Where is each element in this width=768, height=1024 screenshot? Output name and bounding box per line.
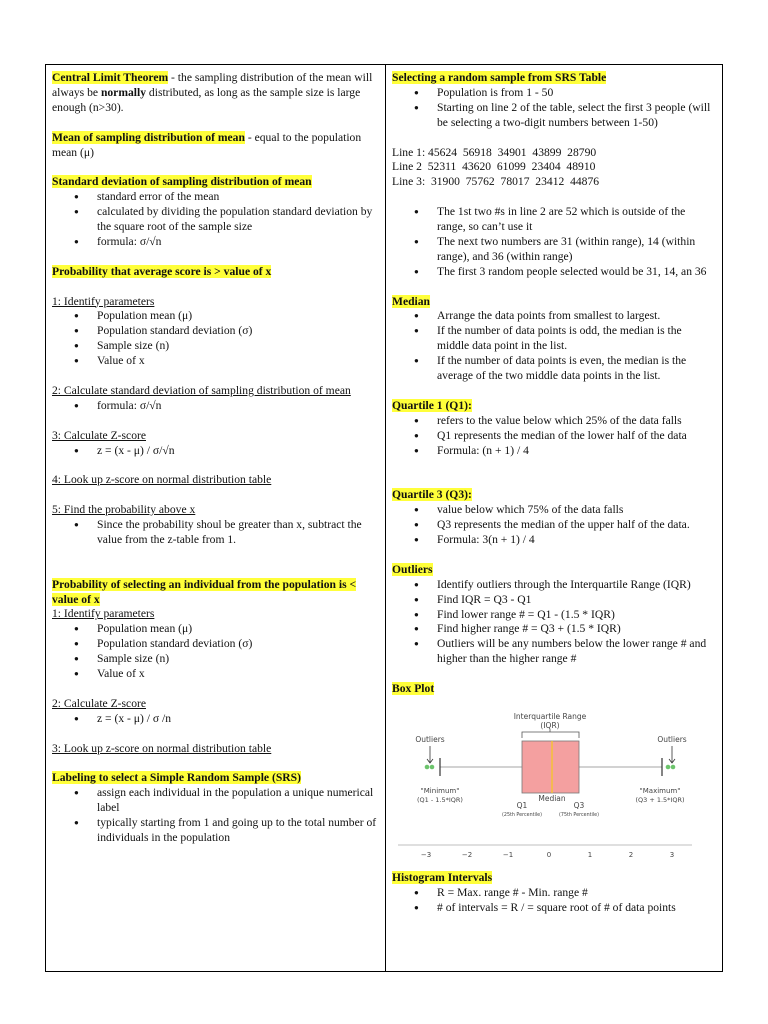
- list-item: ● Population mean (μ): [52, 622, 379, 637]
- left-column: [46, 65, 386, 971]
- srs-label-list: [52, 786, 379, 846]
- tick-label: −3: [420, 850, 432, 859]
- iqr-box: [522, 741, 579, 793]
- prob-ind-step2: 2: Calculate Z-score: [52, 696, 146, 710]
- list-item: ● Find higher range # = Q3 + (1.5 * IQR): [392, 622, 716, 637]
- x-axis-ticks: [421, 851, 674, 859]
- histogram-list: [392, 886, 716, 916]
- prob-ind-step2-list: [52, 712, 379, 727]
- srs-label-heading: Labeling to select a Simple Random Sample (SRS): [52, 771, 301, 785]
- mean-sd-heading: Mean of sampling distribution of mean: [52, 130, 245, 144]
- list-item: ● Arrange the data points from smallest to largest.: [392, 309, 716, 324]
- prob-avg-step2: 2: Calculate standard deviation of sampling distribution of mean: [52, 383, 351, 397]
- list-item: ● Identify outliers through the Interquartile Range (IQR): [392, 578, 716, 593]
- random-line-2: Line 2 52311 43620 61099 23404 48910: [392, 160, 596, 174]
- maximum-formula: (Q3 + 1.5*IQR): [635, 795, 685, 804]
- list-item: ● Formula: 3(n + 1) / 4: [392, 533, 716, 548]
- prob-ind-step1-list: [52, 622, 379, 682]
- tick-label: 0: [546, 850, 552, 859]
- tick-label: −1: [502, 850, 514, 859]
- prob-avg-step1-list: [52, 309, 379, 369]
- srs-table-list-2: [392, 205, 716, 280]
- list-item: ● Outliers will be any numbers below the lower range # and higher than the higher range #: [392, 637, 716, 667]
- list-item: ● If the number of data points is odd, the median is the middle data point in the list.: [392, 324, 716, 354]
- list-item: ● Sample size (n): [52, 339, 379, 354]
- list-item: ● assign each individual in the population a unique numerical label: [52, 786, 379, 816]
- outlier-point: [430, 765, 435, 770]
- random-number-lines: [392, 146, 716, 191]
- outliers-right-label: Outliers: [657, 734, 687, 744]
- list-item: ● The next two numbers are 31 (within range), 14 (within range), and 36 (within range): [392, 235, 716, 265]
- list-item: ● Population is from 1 - 50: [392, 86, 716, 101]
- outliers-left-label: Outliers: [415, 734, 445, 744]
- list-item: ● standard error of the mean: [52, 190, 379, 205]
- std-sd-list: [52, 190, 379, 250]
- tick-label: 2: [628, 850, 634, 859]
- list-item: ● Formula: (n + 1) / 4: [392, 444, 716, 459]
- list-item: ● formula: σ/√n: [52, 399, 379, 414]
- list-item: ● Population standard deviation (σ): [52, 637, 379, 652]
- tick-label: 3: [669, 850, 675, 859]
- q1-sub-label: (25th Percentile): [502, 812, 542, 818]
- list-item: ● Population mean (μ): [52, 309, 379, 324]
- srs-table-list: [392, 86, 716, 131]
- random-line-3: Line 3: 31900 75762 78017 23412 44876: [392, 175, 600, 189]
- prob-avg-step3-list: [52, 444, 379, 459]
- list-item: ● z = (x - μ) / σ /n: [52, 712, 379, 727]
- q1-label: Q1: [516, 800, 528, 810]
- list-item: ● Value of x: [52, 667, 379, 682]
- q3-heading: Quartile 3 (Q3):: [392, 488, 472, 502]
- list-item: ● Value of x: [52, 354, 379, 369]
- document-page: [45, 64, 723, 972]
- median-list: [392, 309, 716, 384]
- tick-label: −2: [461, 850, 473, 859]
- outliers-list: [392, 578, 716, 667]
- boxplot-diagram: [392, 705, 702, 865]
- minimum-label: "Minimum": [420, 786, 460, 795]
- q1-heading: Quartile 1 (Q1):: [392, 398, 472, 412]
- q1-list: [392, 414, 716, 459]
- outlier-point: [666, 765, 671, 770]
- prob-avg-step2-list: [52, 399, 379, 414]
- outlier-arrow-right: [669, 746, 675, 763]
- list-item: ● Find IQR = Q3 - Q1: [392, 593, 716, 608]
- maximum-label: "Maximum": [639, 786, 681, 795]
- histogram-heading: Histogram Intervals: [392, 870, 493, 884]
- outliers-heading: Outliers: [392, 562, 433, 576]
- list-item: ● R = Max. range # - Min. range #: [392, 886, 716, 901]
- list-item: ● z = (x - μ) / σ/√n: [52, 444, 379, 459]
- tick-label: 1: [587, 850, 593, 859]
- list-item: ● value below which 75% of the data falls: [392, 503, 716, 518]
- q3-sub-label: (75th Percentile): [559, 812, 599, 818]
- std-sd-heading: Standard deviation of sampling distribution of mean: [52, 175, 312, 189]
- list-item: ● Since the probability shoul be greater than x, subtract the value from the z-table from 1.: [52, 518, 379, 548]
- iqr-abbr: (IQR): [540, 720, 560, 730]
- prob-ind-heading: Probability of selecting an individual from the population is < value of x: [52, 577, 357, 606]
- list-item: ● # of intervals = R / = square root of # of data points: [392, 901, 716, 916]
- list-item: ● Population standard deviation (σ): [52, 324, 379, 339]
- list-item: ● If the number of data points is even, the median is the average of the two middle data points in the list.: [392, 354, 716, 384]
- iqr-bracket: [522, 729, 579, 738]
- prob-ind-step1: 1: Identify parameters: [52, 607, 155, 621]
- list-item: ● refers to the value below which 25% of the data falls: [392, 414, 716, 429]
- outlier-point: [671, 765, 676, 770]
- srs-table-heading: Selecting a random sample from SRS Table: [392, 71, 607, 84]
- list-item: ● Q3 represents the median of the upper half of the data.: [392, 518, 716, 533]
- list-item: ● Q1 represents the median of the lower half of the data: [392, 429, 716, 444]
- list-item: ● typically starting from 1 and going up to the total number of individuals in the population: [52, 816, 379, 846]
- outlier-arrow-left: [427, 746, 433, 763]
- prob-avg-step1: 1: Identify parameters: [52, 294, 155, 308]
- random-line-1: Line 1: 45624 56918 34901 43899 28790: [392, 145, 597, 159]
- list-item: ● The first 3 random people selected would be 31, 14, an 36: [392, 265, 716, 280]
- q3-list: [392, 503, 716, 548]
- median-label: Median: [538, 793, 566, 803]
- mean-sd-paragraph: Mean of sampling distribution of mean - equal to the population mean (μ): [52, 130, 362, 159]
- iqr-label: Interquartile Range: [513, 711, 587, 721]
- minimum-formula: (Q1 - 1.5*IQR): [417, 795, 463, 804]
- prob-avg-step5-list: [52, 518, 379, 548]
- clt-paragraph: Central Limit Theorem - the sampling distribution of the mean will always be normally distributed, as long as the sample size is large enough (n>30).: [52, 71, 373, 114]
- prob-ind-step3: 3: Look up z-score on normal distribution table: [52, 741, 272, 755]
- outlier-point: [425, 765, 430, 770]
- prob-avg-step4: 4: Look up z-score on normal distribution table: [52, 473, 272, 487]
- prob-avg-heading: Probability that average score is > value of x: [52, 264, 272, 278]
- list-item: ● Sample size (n): [52, 652, 379, 667]
- list-item: ● formula: σ/√n: [52, 235, 379, 250]
- q3-label: Q3: [573, 800, 585, 810]
- prob-avg-step5: 5: Find the probability above x: [52, 503, 196, 517]
- list-item: ● Find lower range # = Q1 - (1.5 * IQR): [392, 608, 716, 623]
- list-item: ● The 1st two #s in line 2 are 52 which is outside of the range, so can’t use it: [392, 205, 716, 235]
- clt-heading: Central Limit Theorem: [52, 71, 169, 84]
- list-item: ● calculated by dividing the population standard deviation by the square root of the sample size: [52, 205, 379, 235]
- boxplot-heading: Box Plot: [392, 682, 435, 696]
- prob-avg-step3: 3: Calculate Z-score: [52, 428, 146, 442]
- right-column: [386, 65, 722, 971]
- median-heading: Median: [392, 294, 431, 308]
- list-item: ● Starting on line 2 of the table, select the first 3 people (will be selecting a two-digit numbers between 1-50): [392, 101, 716, 131]
